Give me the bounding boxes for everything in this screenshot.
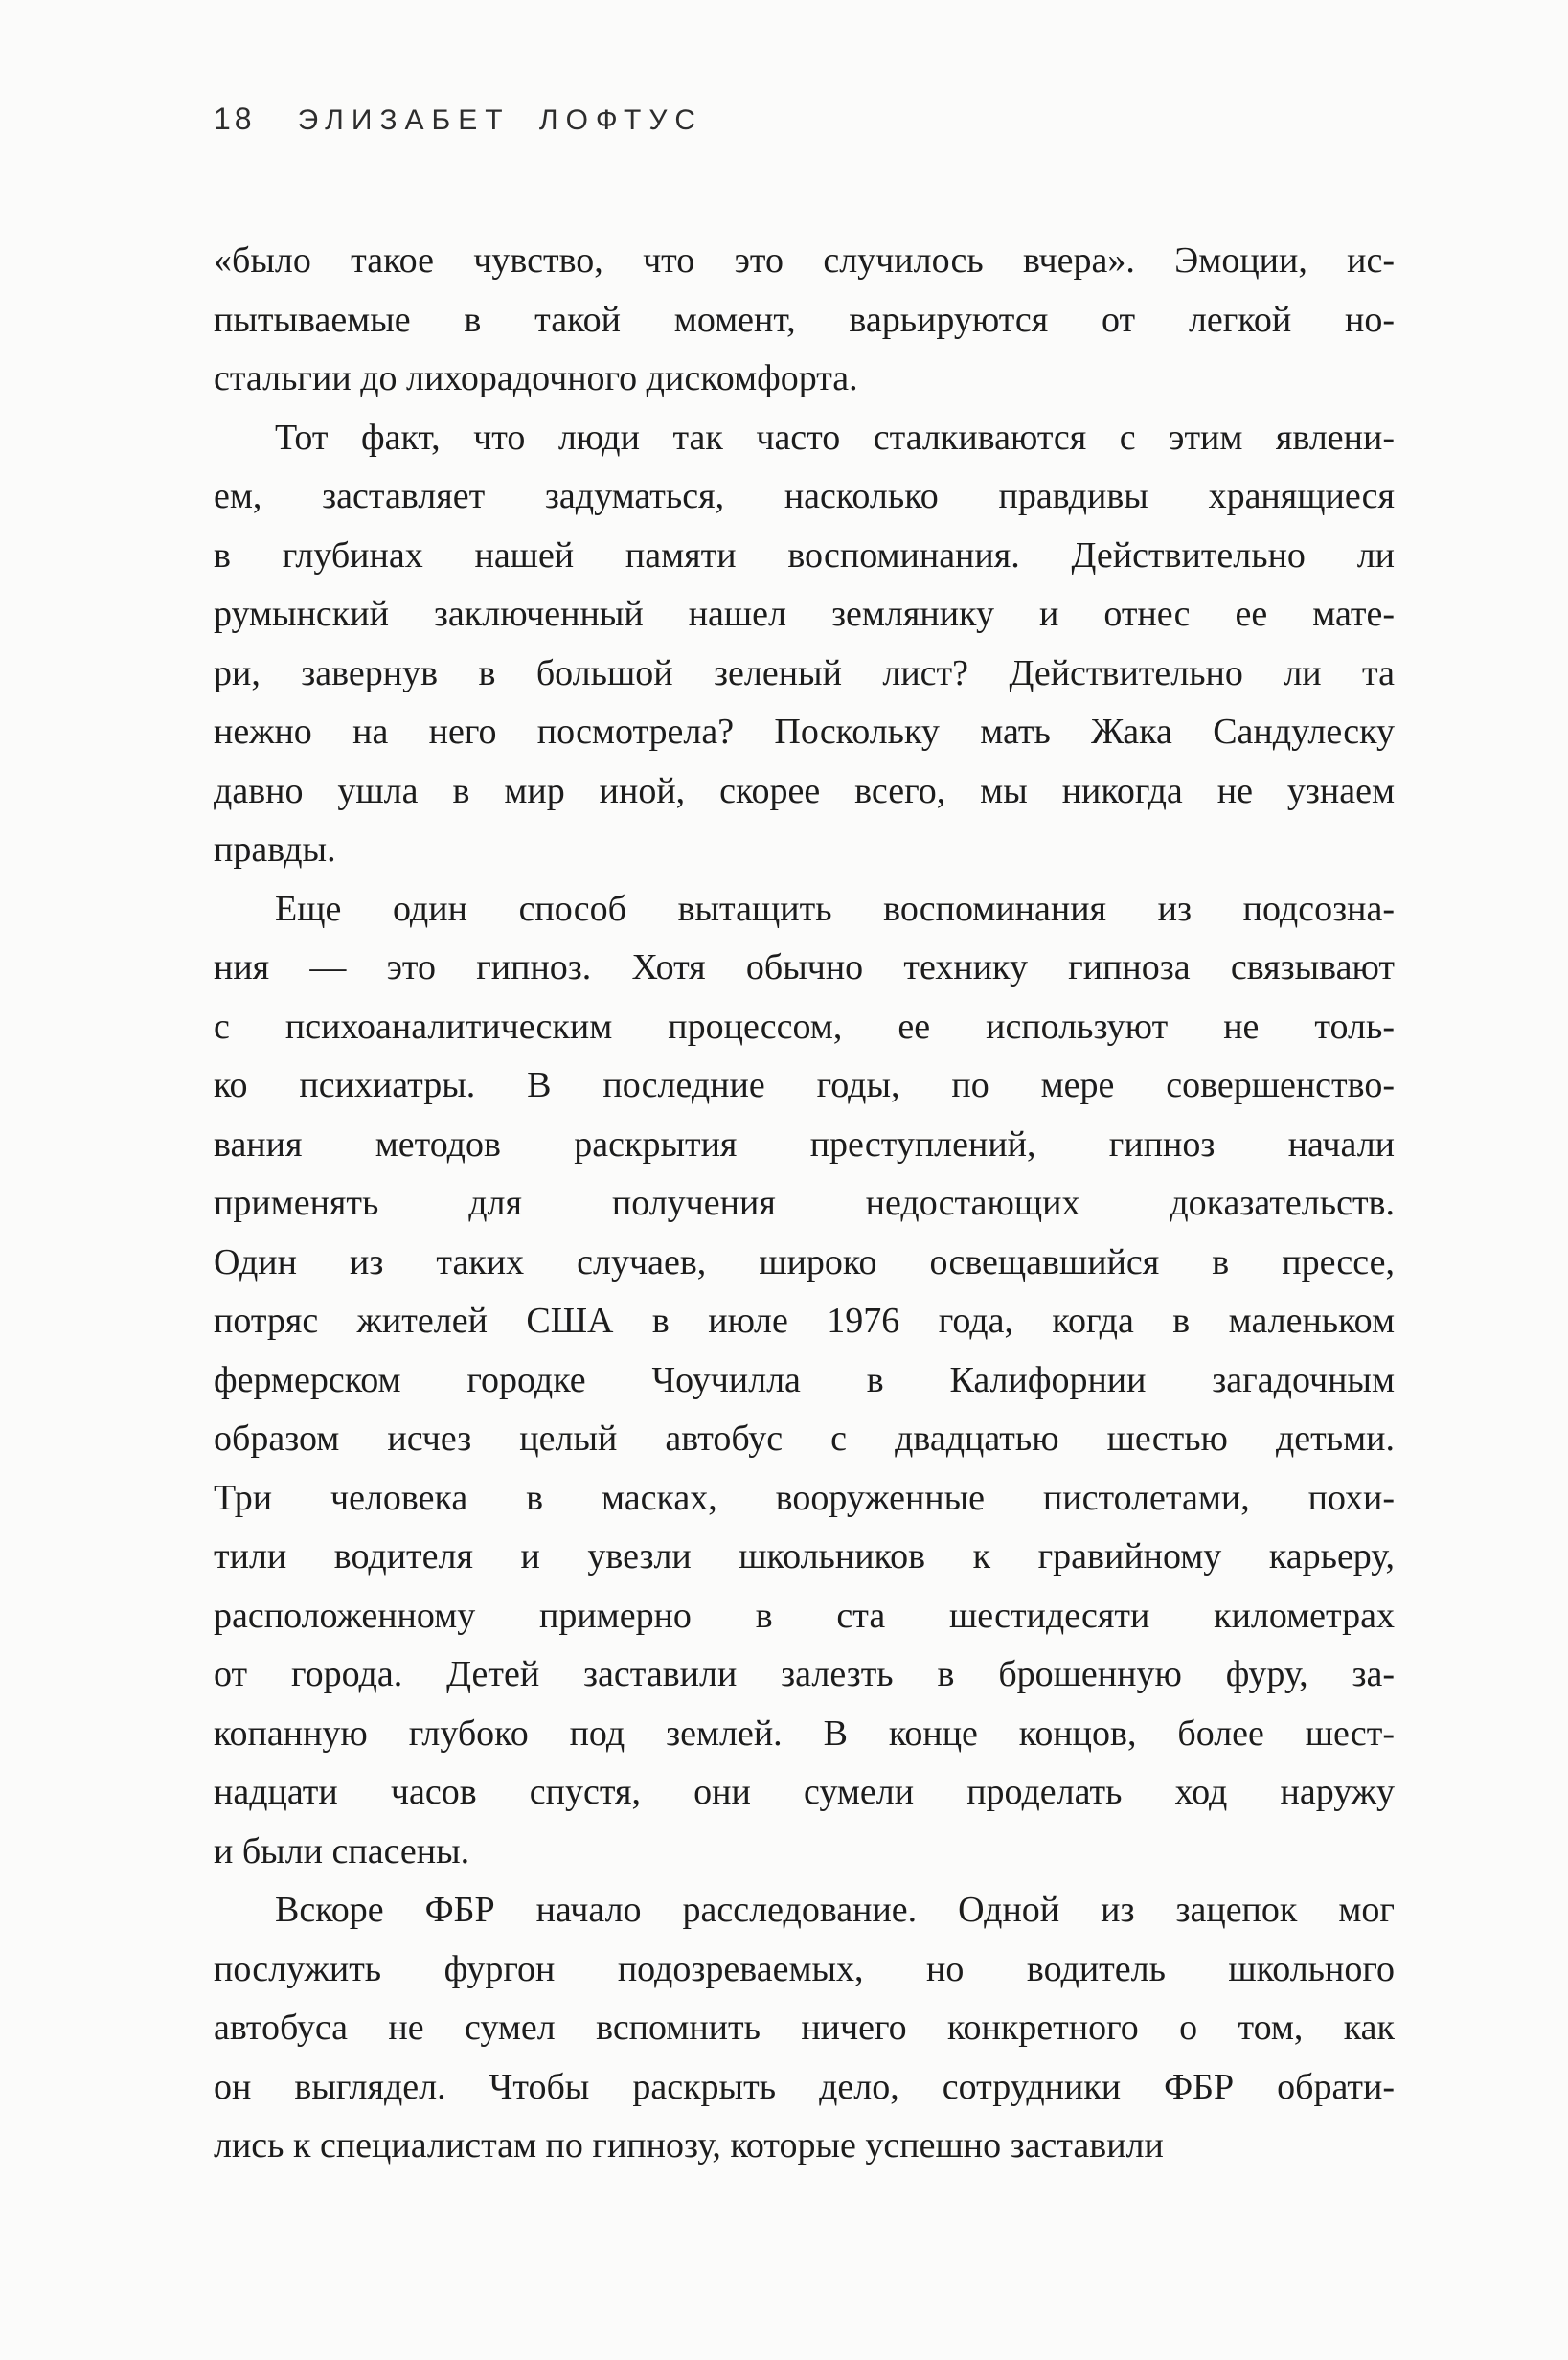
text-line: образом исчез целый автобус с двадцатью шестью детьми. [214,1418,1395,1459]
text-line: «было такое чувство, что это случилось вчера». Эмоции, ис- [214,240,1395,281]
text-line: и были спасены. [214,1830,470,1872]
text-line: ри, завернув в большой зеленый лист? Действительно ли та [214,652,1395,693]
text-line: ем, заставляет задуматься, насколько правдивы хранящиеся [214,476,1395,516]
text-line: пытываемые в такой момент, варьируются от легкой но- [214,299,1395,340]
text-line: надцати часов спустя, они сумели проделать ход наружу [214,1772,1395,1812]
text-line: копанную глубоко под землей. В конце концов, более шест- [214,1713,1395,1754]
text-line: нежно на него посмотрела? Поскольку мать Жака Сандулеску [214,712,1395,752]
text-line: давно ушла в мир иной, скорее всего, мы никогда не узнаем [214,770,1395,811]
text-line: он выглядел. Чтобы раскрыть дело, сотрудники ФБР обрати- [214,2066,1395,2107]
text-line: фермерском городке Чоучилла в Калифорнии загадочным [214,1359,1395,1400]
text-line: Вскоре ФБР начало расследование. Одной из зацепок мог [275,1890,1395,1930]
text-line: Тот факт, что люди так часто сталкиваются с этим явлени- [275,417,1395,458]
text-line: послужить фургон подозреваемых, но водитель школьного [214,1948,1395,1989]
text-line: потряс жителей США в июле 1976 года, когда в маленьком [214,1301,1395,1341]
text-line: автобуса не сумел вспомнить ничего конкретного о том, как [214,2008,1395,2048]
text-line: расположенному примерно в ста шестидесяти километрах [214,1595,1395,1636]
page-header [214,102,703,137]
text-line: тили водителя и увезли школьников к гравийному карьеру, [214,1536,1395,1577]
running-head-title: ЭЛИЗАБЕТ ЛОФТУС [297,104,704,136]
text-line: с психоаналитическим процессом, ее используют не толь- [214,1006,1395,1047]
text-line: правды. [214,829,336,870]
body-text [214,232,1395,2176]
text-line: ния — это гипноз. Хотя обычно технику гипноза связывают [214,947,1395,987]
text-line: Еще один способ вытащить воспоминания из подсозна- [275,888,1395,929]
page-number: 18 [214,102,256,136]
text-line: Один из таких случаев, широко освещавшийся в прессе, [214,1241,1395,1282]
text-line: от города. Детей заставили залезть в брошенную фуру, за- [214,1654,1395,1694]
text-line: стальгии до лихорадочного дискомфорта. [214,358,858,398]
text-line: лись к специалистам по гипнозу, которые успешно заставили [214,2125,1164,2166]
text-line: применять для получения недостающих доказательств. [214,1183,1395,1223]
text-line: Три человека в масках, вооруженные пистолетами, похи- [214,1477,1395,1518]
text-line: вания методов раскрытия преступлений, гипноз начали [214,1123,1395,1165]
text-line: румынский заключенный нашел землянику и отнес ее мате- [214,594,1395,634]
text-line: в глубинах нашей памяти воспоминания. Действительно ли [214,534,1395,576]
text-line: ко психиатры. В последние годы, по мере совершенство- [214,1065,1395,1105]
